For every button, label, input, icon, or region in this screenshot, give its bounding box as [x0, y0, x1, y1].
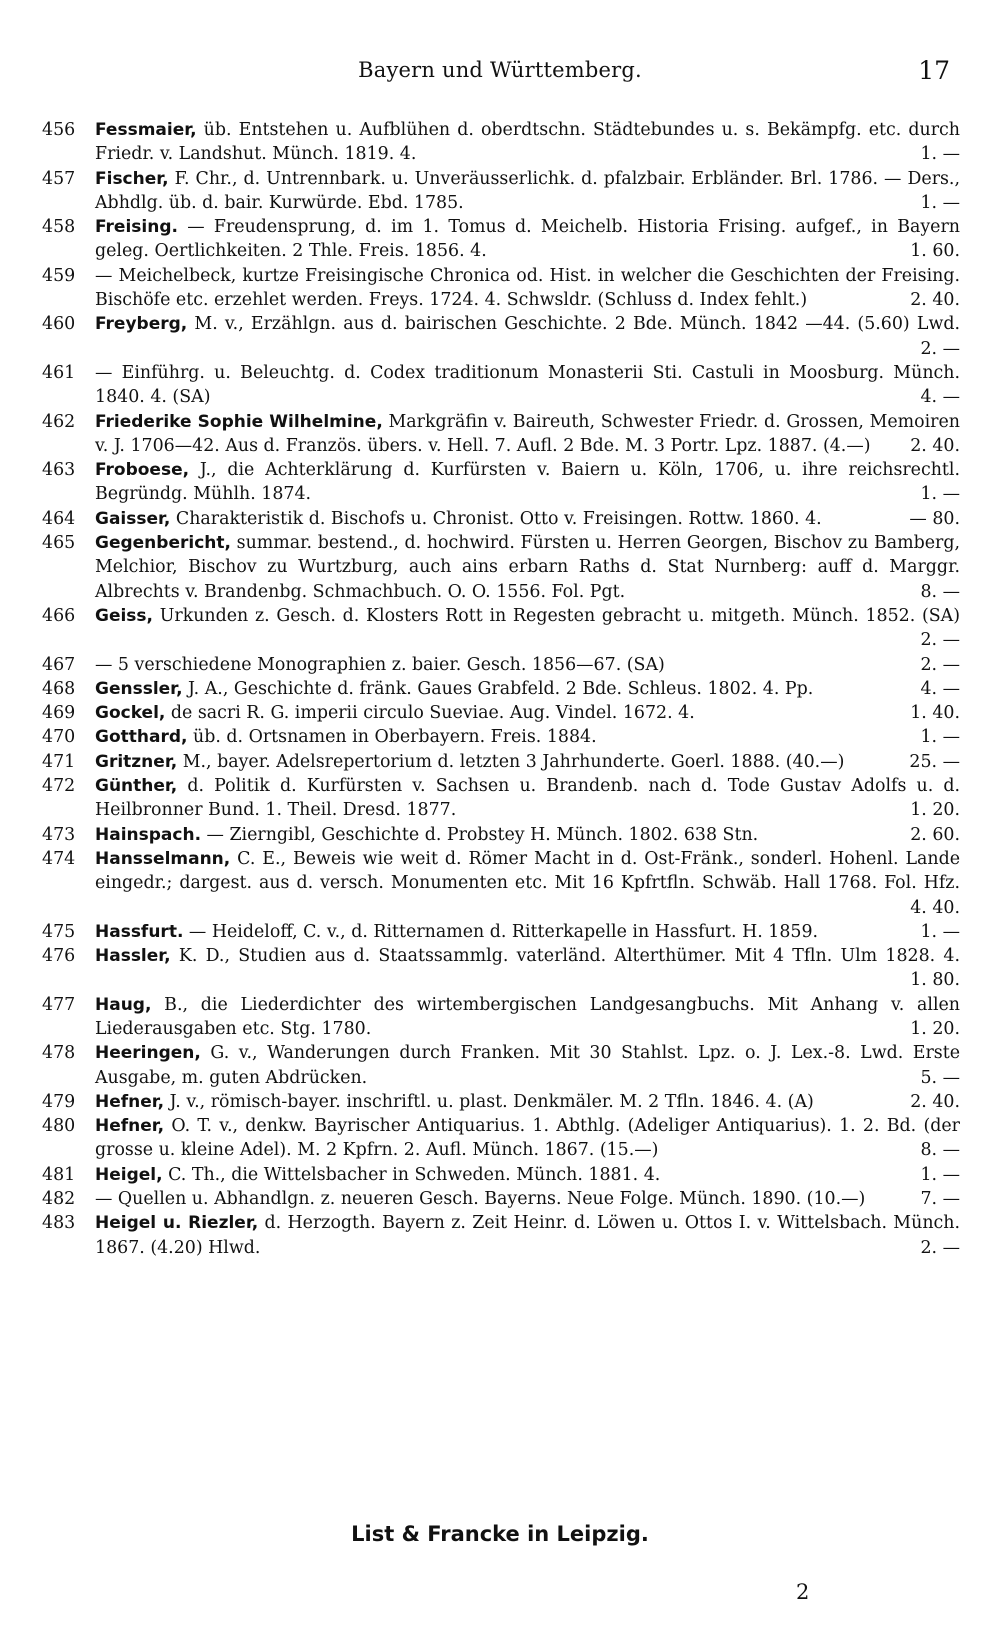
entry-number: 479	[42, 1091, 76, 1112]
entry-body	[95, 1090, 960, 1114]
entry-description: J. A., Geschichte d. fränk. Gaues Grabfeld. 2 Bde. Schleus. 1802. 4. Pp.	[182, 678, 814, 699]
entry-price: 1. 40.	[910, 703, 960, 724]
entry-price: 2. —	[920, 1237, 960, 1258]
entry-body	[95, 701, 960, 725]
entry-number: 469	[42, 703, 76, 724]
entry-author: Gritzner,	[95, 751, 178, 772]
entry-body	[95, 1187, 960, 1211]
entry-price: 1. 20.	[910, 800, 960, 821]
catalog-entry	[0, 118, 1000, 167]
entry-number: 477	[42, 994, 76, 1015]
entry-description: C. Th., die Wittelsbacher in Schweden. Münch. 1881. 4.	[162, 1164, 661, 1185]
entry-description: — Zierngibl, Geschichte d. Probstey H. Münch. 1802. 638 Stn.	[201, 824, 759, 845]
entry-price: 4. —	[920, 678, 960, 699]
entry-body	[95, 993, 960, 1042]
entry-number: 468	[42, 678, 76, 699]
signature-mark: 2	[796, 1580, 810, 1604]
entry-number: 464	[42, 508, 76, 529]
entry-body	[95, 118, 960, 167]
entry-body	[95, 410, 960, 459]
catalog-entry	[0, 1163, 1000, 1187]
catalog-entry	[0, 264, 1000, 313]
entry-description: O. T. v., denkw. Bayrischer Antiquarius. 1. Abthlg. (Adeliger Antiquarius). 1. 2. Bd. (der grosse u. kleine Adel). M. 2 Kpfrn. 2. Aufl. Münch. 1867. (15.—)	[95, 1116, 960, 1161]
entry-description: — 5 verschiedene Monographien z. baier. Gesch. 1856—67. (SA)	[95, 654, 665, 675]
entry-body	[95, 361, 960, 410]
entry-author: Geiss,	[95, 605, 154, 626]
running-title: Bayern und Württemberg.	[358, 58, 642, 82]
catalog-entry	[0, 1114, 1000, 1163]
entry-number: 470	[42, 727, 76, 748]
entry-price: 2. —	[920, 630, 960, 651]
entry-body	[95, 774, 960, 823]
entry-author: Hainspach.	[95, 824, 202, 845]
entry-price: 8. —	[920, 581, 960, 602]
entry-number: 460	[42, 314, 76, 335]
entry-price: 1. 20.	[910, 1018, 960, 1039]
entry-number: 465	[42, 533, 76, 554]
entry-description: Charakteristik d. Bischofs u. Chronist. Otto v. Freisingen. Rottw. 1860. 4.	[170, 508, 822, 529]
entry-price: 4. 40.	[910, 897, 960, 918]
entry-body	[95, 507, 960, 531]
entry-price: 2. 60.	[910, 824, 960, 845]
catalog-entry	[0, 312, 1000, 361]
entry-author: Hefner,	[95, 1091, 165, 1112]
entry-list	[0, 118, 1000, 1260]
entry-body	[95, 312, 960, 361]
catalog-entry	[0, 1211, 1000, 1260]
entry-body	[95, 920, 960, 944]
catalog-entry	[0, 410, 1000, 459]
entry-number: 481	[42, 1164, 76, 1185]
entry-price: — 80.	[909, 508, 960, 529]
entry-price: 4. —	[920, 387, 960, 408]
catalog-entry	[0, 847, 1000, 920]
entry-author: Heigel,	[95, 1164, 163, 1185]
catalog-entry	[0, 1090, 1000, 1114]
entry-number: 478	[42, 1043, 76, 1064]
entry-price: 1. —	[920, 144, 960, 165]
entry-price: 2. 40.	[910, 1091, 960, 1112]
entry-price: 8. —	[920, 1140, 960, 1161]
catalog-entry	[0, 750, 1000, 774]
entry-price: 1. 60.	[910, 241, 960, 262]
entry-author: Gockel,	[95, 703, 166, 724]
catalog-entry	[0, 677, 1000, 701]
entry-body	[95, 604, 960, 653]
entry-author: Gegenbericht,	[95, 533, 231, 554]
catalog-entry	[0, 725, 1000, 749]
entry-body	[95, 167, 960, 216]
entry-price: 1. —	[920, 192, 960, 213]
entry-author: Heigel u. Riezler,	[95, 1213, 259, 1234]
entry-author: Gotthard,	[95, 727, 188, 748]
entry-author: Genssler,	[95, 678, 183, 699]
entry-number: 467	[42, 654, 76, 675]
entry-description: M. v., Erzählgn. aus d. bairischen Geschichte. 2 Bde. Münch. 1842 —44. (5.60) Lwd.	[187, 314, 960, 335]
entry-body	[95, 264, 960, 313]
entry-number: 480	[42, 1116, 76, 1137]
entry-author: Günther,	[95, 776, 178, 797]
entry-number: 482	[42, 1189, 76, 1210]
entry-description: K. D., Studien aus d. Staatssammlg. vaterländ. Alterthümer. Mit 4 Tfln. Ulm 1828. 4.	[170, 946, 960, 967]
entry-price: 1. 80.	[910, 970, 960, 991]
entry-price: 1. —	[920, 921, 960, 942]
entry-author: Hansselmann,	[95, 848, 231, 869]
entry-price: 2. —	[920, 654, 960, 675]
entry-author: Freyberg,	[95, 314, 188, 335]
catalog-entry	[0, 653, 1000, 677]
entry-price: 2. 40.	[910, 290, 960, 311]
entry-number: 473	[42, 824, 76, 845]
entry-body	[95, 215, 960, 264]
entry-author: Fischer,	[95, 168, 169, 189]
entry-author: Hassfurt.	[95, 921, 184, 942]
entry-number: 475	[42, 921, 76, 942]
entry-body	[95, 677, 960, 701]
entry-author: Gaisser,	[95, 508, 171, 529]
entry-number: 457	[42, 168, 76, 189]
publisher-imprint: List & Francke in Leipzig.	[351, 1522, 649, 1546]
entry-price: 7. —	[920, 1189, 960, 1210]
page-header	[40, 58, 960, 98]
entry-description: d. Herzogth. Bayern z. Zeit Heinr. d. Löwen u. Ottos I. v. Wittelsbach. Münch. 1867. (4.20) Hlwd.	[95, 1213, 960, 1258]
entry-description: summar. bestend., d. hochwird. Fürsten u. Herren Georgen, Bischov zu Bamberg, Melchior, Bischov zu Wurtzburg, auch ains erbarn Raths d. Stat Nurnberg: auff d. Marggr. Albrechts v. Brandenbg. Schmachbuch. O. O. 1556. Fol. Pgt.	[95, 533, 960, 602]
entry-body	[95, 847, 960, 920]
entry-number: 463	[42, 460, 76, 481]
entry-description: — Meichelbeck, kurtze Freisingische Chronica od. Hist. in welcher die Geschichten der Freising. Bischöfe etc. erzehlet werden. Freys. 1724. 4. Schwsldr. (Schluss d. Index fehlt.)	[95, 265, 960, 311]
entry-body	[95, 531, 960, 604]
catalog-entry	[0, 604, 1000, 653]
entry-number: 462	[42, 411, 76, 432]
entry-price: 2. —	[920, 338, 960, 359]
catalog-entry	[0, 1041, 1000, 1090]
entry-author: Hassler,	[95, 946, 171, 967]
catalog-entry	[0, 1187, 1000, 1211]
entry-number: 456	[42, 120, 76, 140]
entry-description: G. v., Wanderungen durch Franken. Mit 30 Stahlst. Lpz. o. J. Lex.-8. Lwd. Erste Ausgabe, m. guten Abdrücken.	[95, 1043, 960, 1088]
entry-body	[95, 725, 960, 749]
entry-author: Fessmaier,	[95, 120, 197, 140]
entry-body	[95, 750, 960, 774]
entry-price: 2. 40.	[910, 435, 960, 456]
entry-description: — Heideloff, C. v., d. Ritternamen d. Ritterkapelle in Hassfurt. H. 1859.	[183, 921, 819, 942]
entry-author: Freising.	[95, 217, 178, 238]
entry-description: Urkunden z. Gesch. d. Klosters Rott in Regesten gebracht u. mitgeth. Münch. 1852. (SA)	[153, 605, 960, 626]
entry-body	[95, 1163, 960, 1187]
entry-description: M., bayer. Adelsrepertorium d. letzten 3 Jahrhunderte. Goerl. 1888. (40.—)	[177, 751, 845, 772]
entry-description: J., die Achterklärung d. Kurfürsten v. Baiern u. Köln, 1706, u. ihre reichsrechtl. Begründg. Mühlh. 1874.	[95, 460, 960, 505]
entry-body	[95, 1114, 960, 1163]
entry-author: Hefner,	[95, 1116, 165, 1137]
entry-author: Friederike Sophie Wilhelmine,	[95, 411, 383, 432]
catalog-entry	[0, 531, 1000, 604]
entry-body	[95, 1211, 960, 1260]
catalog-entry	[0, 774, 1000, 823]
entry-number: 459	[42, 265, 76, 286]
entry-number: 466	[42, 605, 76, 626]
entry-description: F. Chr., d. Untrennbark. u. Unveräusserlichk. d. pfalzbair. Erbländer. Brl. 1786. — Ders., Abhdlg. üb. d. bair. Kurwürde. Ebd. 1785.	[95, 168, 960, 213]
catalog-entry	[0, 215, 1000, 264]
entry-author: Heeringen,	[95, 1043, 201, 1064]
entry-price: 1. —	[920, 1164, 960, 1185]
catalog-entry	[0, 944, 1000, 993]
page-number: 17	[918, 56, 950, 85]
entry-description: de sacri R. G. imperii circulo Sueviae. Aug. Vindel. 1672. 4.	[165, 703, 695, 724]
entry-author: Haug,	[95, 994, 152, 1015]
entry-number: 471	[42, 751, 76, 772]
entry-description: — Einführg. u. Beleuchtg. d. Codex traditionum Monasterii Sti. Castuli in Moosburg. Münch. 1840. 4. (SA)	[95, 362, 960, 408]
entry-number: 474	[42, 848, 76, 869]
entry-description: Markgräfin v. Baireuth, Schwester Friedr. d. Grossen, Memoiren v. J. 1706—42. Aus d. Französ. übers. v. Hell. 7. Aufl. 2 Bde. M. 3 Portr. Lpz. 1887. (4.—)	[95, 411, 960, 456]
entry-description: üb. Entstehen u. Aufblühen d. oberdtschn. Städtebundes u. s. Bekämpfg. etc. durch Friedr. v. Landshut. Münch. 1819. 4.	[95, 120, 960, 165]
entry-author: Froboese,	[95, 460, 190, 481]
catalog-entry	[0, 507, 1000, 531]
catalog-entry	[0, 701, 1000, 725]
entry-description: d. Politik d. Kurfürsten v. Sachsen u. Brandenb. nach d. Tode Gustav Adolfs u. d. Heilbronner Bund. 1. Theil. Dresd. 1877.	[95, 776, 960, 821]
entry-description: C. E., Beweis wie weit d. Römer Macht in d. Ost-Fränk., sonderl. Hohenl. Lande eingedr.; dargest. aus d. versch. Monumenten etc. Mit 16 Kpfrtfln. Schwäb. Hall 1768. Fol. Hfz.	[95, 848, 960, 894]
entry-body	[95, 944, 960, 993]
catalog-entry	[0, 167, 1000, 216]
entry-description: J. v., römisch-bayer. inschriftl. u. plast. Denkmäler. M. 2 Tfln. 1846. 4. (A)	[164, 1091, 814, 1112]
catalog-entry	[0, 920, 1000, 944]
entry-price: 1. —	[920, 484, 960, 505]
entry-body	[95, 653, 960, 677]
catalog-entry	[0, 993, 1000, 1042]
catalog-entry	[0, 823, 1000, 847]
entry-description: — Quellen u. Abhandlgn. z. neueren Gesch. Bayerns. Neue Folge. Münch. 1890. (10.—)	[95, 1189, 866, 1210]
entry-body	[95, 1041, 960, 1090]
entry-body	[95, 458, 960, 507]
entry-description: — Freudensprung, d. im 1. Tomus d. Meichelb. Historia Frising. aufgef., in Bayern geleg. Oertlichkeiten. 2 Thle. Freis. 1856. 4.	[95, 217, 960, 262]
entry-number: 483	[42, 1213, 76, 1234]
catalog-entry	[0, 361, 1000, 410]
entry-body	[95, 823, 960, 847]
entry-number: 461	[42, 362, 76, 383]
entry-price: 5. —	[920, 1067, 960, 1088]
entry-price: 1. —	[920, 727, 960, 748]
entry-price: 25. —	[909, 751, 960, 772]
entry-description: üb. d. Ortsnamen in Oberbayern. Freis. 1884.	[187, 727, 597, 748]
entry-number: 476	[42, 946, 76, 967]
entry-number: 458	[42, 217, 76, 238]
catalog-entry	[0, 458, 1000, 507]
entry-number: 472	[42, 776, 76, 797]
entry-description: B., die Liederdichter des wirtembergischen Landgesangbuchs. Mit Anhang v. allen Liederausgaben etc. Stg. 1780.	[95, 994, 960, 1039]
